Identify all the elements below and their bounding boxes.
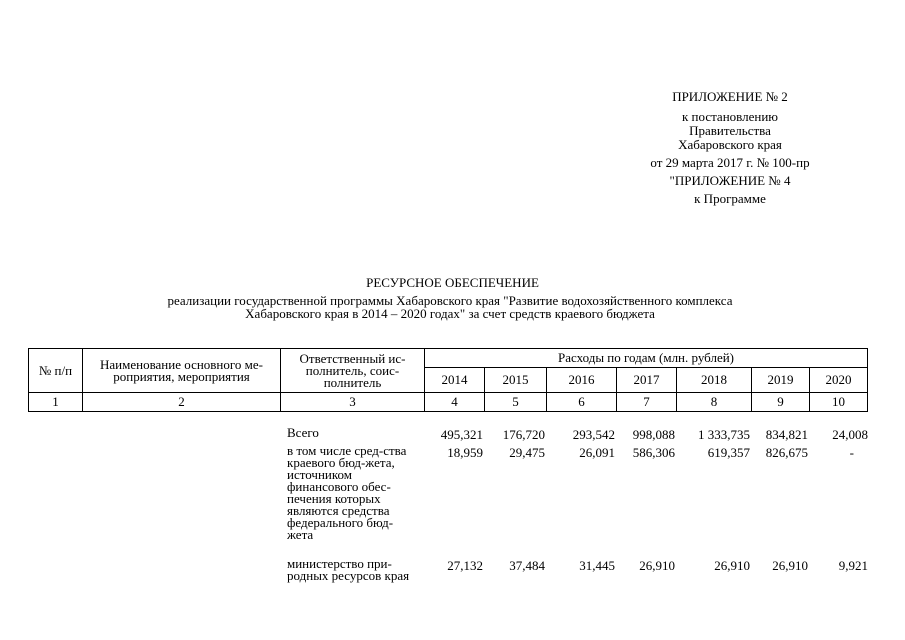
document-subtitle [90, 294, 810, 320]
header-year: 2020 [810, 368, 868, 393]
row-value: 834,821 [765, 427, 808, 442]
appendix-line: Хабаровского края [678, 137, 782, 152]
appendix-line: к Программе [694, 191, 766, 206]
header-executor: Ответственный ис-полнитель, соис-полнитель [281, 349, 425, 393]
header-year: 2014 [425, 368, 485, 393]
appendix-line: Правительства [689, 123, 771, 138]
document-title: РЕСУРСНОЕ ОБЕСПЕЧЕНИЕ [366, 275, 539, 290]
row-value: - [849, 445, 854, 460]
appendix-date: от 29 марта 2017 г. № 100-пр [650, 155, 810, 170]
row-value: 826,675 [765, 445, 808, 460]
appendix-line: к постановлению [681, 109, 779, 124]
row-value: 1 333,735 [698, 427, 750, 442]
row-value: 27,132 [447, 558, 483, 573]
row-value: 495,321 [440, 427, 483, 442]
appendix-line: "ПРИЛОЖЕНИЕ № 4 [669, 173, 791, 188]
row-value: 26,910 [772, 558, 808, 573]
row-value: 586,306 [632, 445, 675, 460]
column-number: 9 [752, 393, 810, 412]
row-executor: Всего [287, 425, 319, 440]
column-number: 10 [810, 393, 868, 412]
row-executor: министерство при-родных ресурсов края [287, 556, 410, 583]
column-number: 6 [547, 393, 617, 412]
header-year: 2018 [677, 368, 752, 393]
row-value: 24,008 [832, 427, 868, 442]
column-number: 7 [617, 393, 677, 412]
row-value: 26,910 [714, 558, 750, 573]
row-value: 176,720 [502, 427, 545, 442]
row-value: 31,445 [579, 558, 615, 573]
row-executor: в том числе сред-ства краевого бюд-жета, источником финансового обес-печения которых являются средства федерального бюд-жета [287, 443, 407, 542]
row-value: 37,484 [509, 558, 545, 573]
row-value: 998,088 [632, 427, 675, 442]
row-value: 18,959 [447, 445, 483, 460]
row-value: 29,475 [509, 445, 545, 460]
subtitle-line: Хабаровского края в 2014 – 2020 годах" за счет средств краевого бюджета [245, 306, 655, 321]
appendix-title: ПРИЛОЖЕНИЕ № 2 [672, 89, 788, 104]
header-num: № п/п [29, 349, 83, 393]
column-number: 1 [29, 393, 83, 412]
column-number: 5 [485, 393, 547, 412]
column-number: 8 [677, 393, 752, 412]
row-value: 26,910 [639, 558, 675, 573]
header-year: 2019 [752, 368, 810, 393]
row-value: 9,921 [838, 558, 868, 573]
row-value: 26,091 [579, 445, 615, 460]
header-name: Наименование основного ме-роприятия, мероприятия [83, 349, 281, 393]
resource-table [28, 348, 868, 412]
subtitle-line: реализации государственной программы Хабаровского края "Развитие водохозяйственного комплекса [167, 293, 733, 308]
column-number: 2 [83, 393, 281, 412]
row-value: 293,542 [572, 427, 615, 442]
column-number: 4 [425, 393, 485, 412]
row-value: 619,357 [707, 445, 750, 460]
header-expenses: Расходы по годам (млн. рублей) [425, 349, 868, 368]
header-year: 2017 [617, 368, 677, 393]
column-number: 3 [281, 393, 425, 412]
header-year: 2015 [485, 368, 547, 393]
appendix-block [620, 90, 840, 206]
header-year: 2016 [547, 368, 617, 393]
